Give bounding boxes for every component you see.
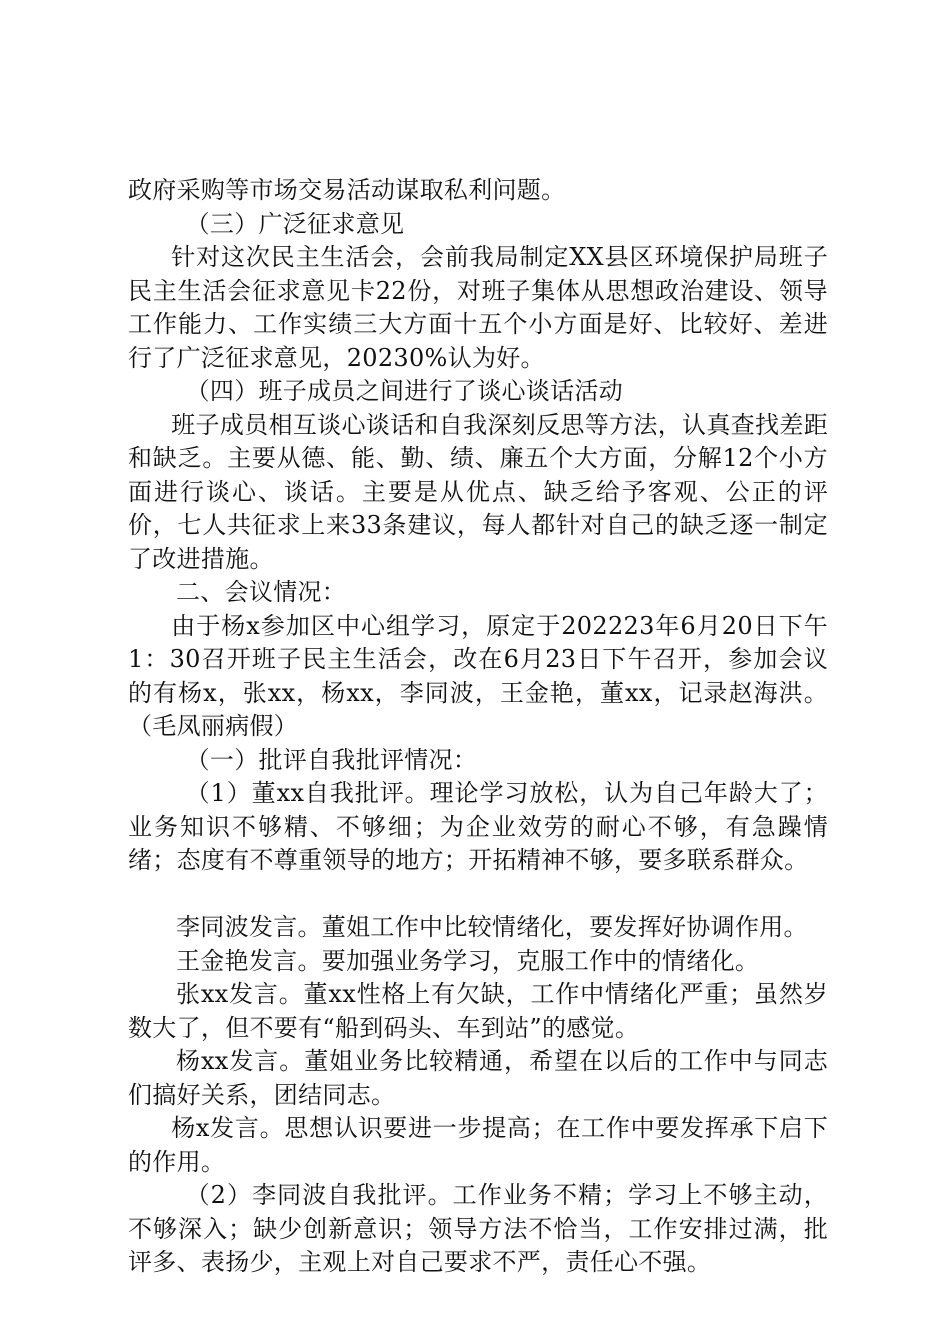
paragraph-yangx-speech: 杨x发言。思想认识要进一步提高；在工作中要发挥承下启下的作用。 xyxy=(128,1114,828,1176)
paragraph-gap xyxy=(128,878,828,912)
paragraph-li-self-criticism: （2）李同波自我批评。工作业务不精；学习上不够主动，不够深入；缺少创新意识；领导方法不恰当，工作安排过满，批评多、表扬少，主观上对自己要求不严，责任心不强。 xyxy=(128,1181,828,1276)
heading-solicit-opinions: （三）广泛征求意见 xyxy=(185,209,405,238)
document-body xyxy=(128,174,828,1280)
heading-heart-to-heart-talks: （四）班子成员之间进行了谈心谈话活动 xyxy=(185,377,623,405)
heading-criticism: （一）批评自我批评情况： xyxy=(185,745,478,774)
paragraph-dong-self-criticism: （1）董xx自我批评。理论学习放松，认为自己年龄大了；业务知识不够精、不够细；为企业效劳的耐心不够，有急躁情绪；态度有不尊重领导的地方；开拓精神不够，要多联系群众。 xyxy=(128,779,828,874)
paragraph-yangxx-speech: 杨xx发言。董姐业务比较精通，希望在以后的工作中与同志们搞好关系，团结同志。 xyxy=(128,1047,828,1109)
paragraph-wang-speech: 王金艳发言。要加强业务学习，克服工作中的情绪化。 xyxy=(176,946,760,975)
paragraph-solicit-opinions: 针对这次民主生活会，会前我局制定XX县区环境保护局班子民主生活会征求意见卡22份，对班子集体从思想政治建设、领导工作能力、工作实绩三大方面十五个小方面是好、比较好、差进行了广泛征求意见，20230%认为好。 xyxy=(128,243,828,372)
paragraph-zhang-speech: 张xx发言。董xx性格上有欠缺，工作中情绪化严重；虽然岁数大了，但不要有“船到码头、车到站”的感觉。 xyxy=(128,980,828,1042)
paragraph-li-speech: 李同波发言。董姐工作中比较情绪化，要发挥好协调作用。 xyxy=(176,913,808,941)
paragraph-meeting-situation: 由于杨x参加区中心组学习，原定于202223年6月20日下午1：30召开班子民主生活会，改在6月23日下午召开，参加会议的有杨x，张xx，杨xx，李同波，王金艳，董xx，记录赵海洪。（毛凤丽病假） xyxy=(128,611,828,740)
paragraph-heart-to-heart-talks: 班子成员相互谈心谈话和自我深刻反思等方法，认真查找差距和缺乏。主要从德、能、勤、绩、廉五个大方面，分解12个小方面进行谈心、谈话。主要是从优点、缺乏给予客观、公正的评价，七人共征求上来33条建议，每人都针对自己的缺乏逐一制定了改进措施。 xyxy=(128,410,828,573)
paragraph-continuation: 政府采购等市场交易活动谋取私利问题。 xyxy=(128,176,566,204)
heading-meeting-situation: 二、会议情况： xyxy=(176,578,347,606)
